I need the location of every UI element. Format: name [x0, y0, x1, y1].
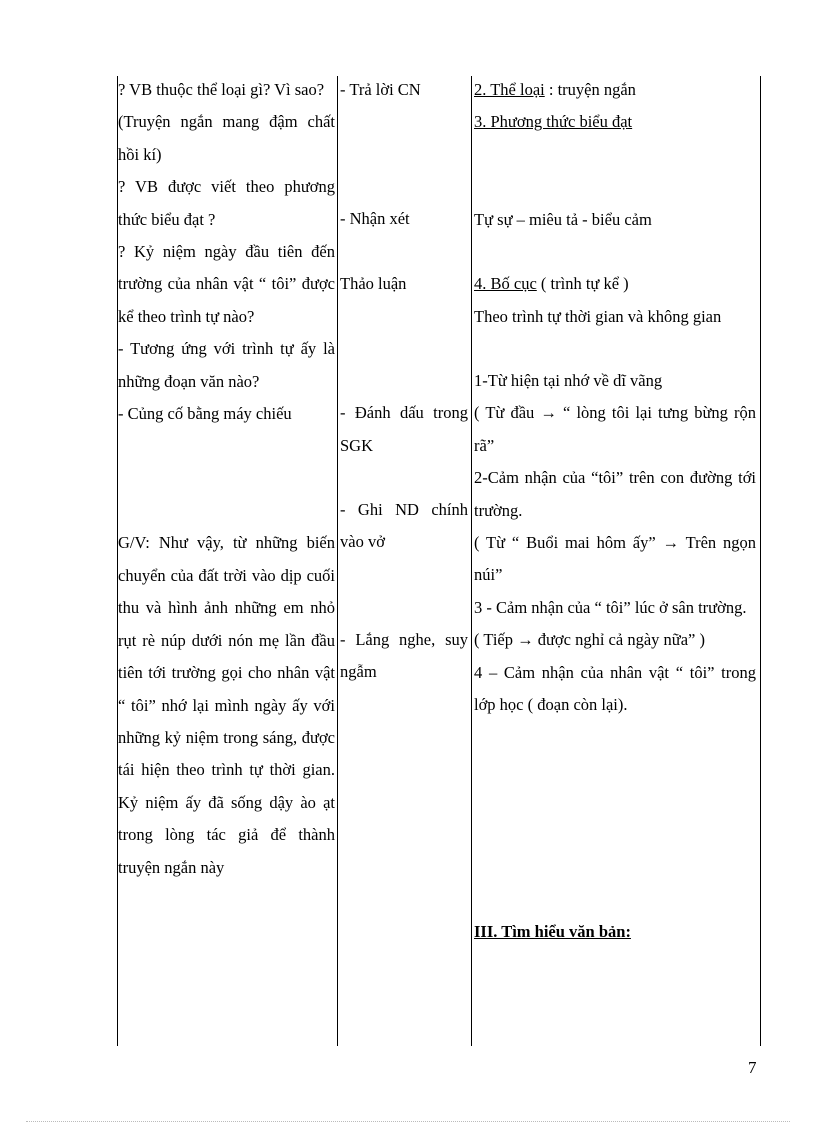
part-3-range: ( Tiếp → được nghỉ cả ngày nữa” ) — [474, 630, 705, 650]
section-3-heading: III. Tìm hiểu văn bản: — [474, 921, 631, 941]
column-divider-1 — [337, 76, 338, 1046]
part-2-range: ( Từ “ Buổi mai hôm ấy” → Trên ngọn núi” — [474, 533, 756, 585]
part-1: 1-Từ hiện tại nhớ về dĩ vãng — [474, 371, 663, 391]
answer-individual: - Trả lời CN — [340, 80, 421, 99]
part-2: 2-Cảm nhận của “tôi” trên con đường tới trường. — [474, 468, 756, 520]
genre-heading: 2. Thể loại — [474, 80, 545, 99]
consolidate-projector: - Củng cố bằng máy chiếu — [118, 404, 292, 424]
page-bottom-dotted-line — [26, 1121, 790, 1122]
note-main-content: - Ghi ND chính vào vở — [340, 500, 468, 552]
student-activity-column — [340, 74, 468, 689]
question-paragraphs: - Tương ứng với trình tự ấy là những đoạn văn nào? — [118, 339, 335, 391]
listen-reflect: - Lắng nghe, suy ngẫm — [340, 629, 468, 682]
page-number: 7 — [748, 1058, 757, 1077]
discuss: Thảo luận — [340, 273, 407, 293]
layout-line — [474, 268, 756, 300]
part-4: 4 – Cảm nhận của nhân vật “ tôi” trong lớp học ( đoạn còn lại). — [474, 662, 756, 715]
method-heading: 3. Phương thức biểu đạt — [474, 112, 633, 132]
part-3: 3 - Cảm nhận của “ tôi” lúc ở sân trường. — [474, 597, 747, 617]
teacher-activity-column — [118, 74, 335, 884]
teacher-summary: G/V: Như vậy, từ những biến chuyển của đất trời vào dịp cuối thu và hình ảnh những em nhỏ rụt rè núp dưới nón mẹ lần đầu tiên tới trường gọi cho nhân vật “ tôi” nhớ lại mình ngày ấy với những kỷ niệm trong sáng, được tái hiện theo trình tự thời gian. Kỷ niệm ấy đã sống dậy ào ạt trong lòng tác giả để thành truyện ngắn này — [118, 533, 335, 877]
mark-in-textbook: - Đánh dấu trong SGK — [340, 403, 468, 455]
table-right-border — [760, 76, 761, 1046]
question-order: ? Kỷ niệm ngày đầu tiên đến trường của nhân vật “ tôi” được kể theo trình tự nào? — [118, 242, 335, 326]
method-value: Tự sự – miêu tả - biểu cảm — [474, 209, 652, 229]
content-column — [474, 74, 756, 948]
genre-line — [474, 74, 756, 106]
genre-value: : truyện ngắn — [548, 80, 636, 99]
layout-description: Theo trình tự thời gian và không gian — [474, 306, 722, 326]
question-method: ? VB được viết theo phương thức biểu đạt ? — [118, 177, 335, 229]
comment: - Nhận xét — [340, 209, 410, 229]
column-divider-2 — [471, 76, 472, 1046]
note-memoir: (Truyện ngắn mang đậm chất hồi kí) — [118, 112, 335, 164]
layout-heading: 4. Bố cục — [474, 274, 537, 294]
layout-note: ( trình tự kể ) — [536, 274, 629, 294]
question-genre: ? VB thuộc thể loại gì? Vì sao? — [118, 80, 325, 99]
part-1-range: ( Từ đầu → “ lòng tôi lại tưng bừng rộn rã” — [474, 403, 756, 455]
